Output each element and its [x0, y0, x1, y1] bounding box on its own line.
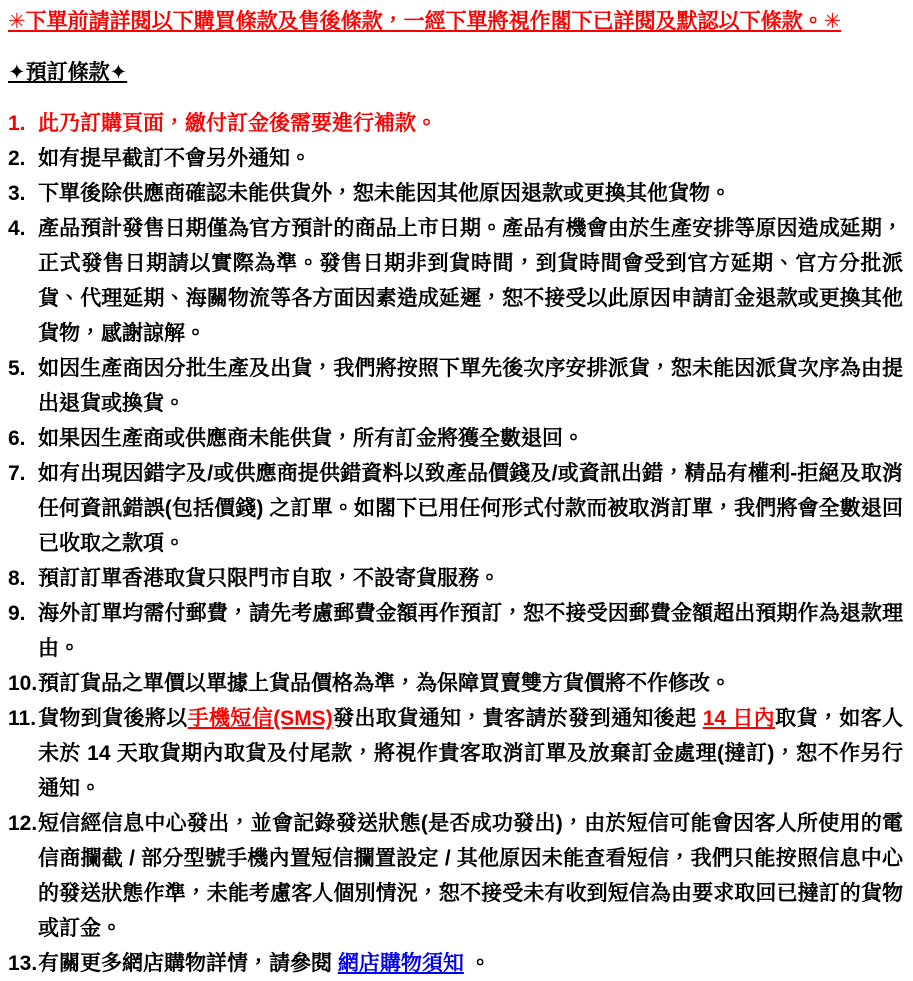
- term-text: [38, 211, 903, 351]
- term-text: [38, 141, 903, 176]
- term-item-8: [8, 561, 903, 596]
- terms-list: [8, 106, 903, 981]
- term-item-1: [8, 106, 903, 141]
- term-text-segment: 有關更多網店購物詳情，請參閱: [38, 952, 338, 975]
- term-text: [38, 561, 903, 596]
- term-number: 6.: [8, 427, 26, 450]
- term-number: 8.: [8, 567, 26, 590]
- term-item-9: [8, 596, 903, 666]
- term-text: [38, 176, 903, 211]
- term-item-13: [8, 946, 903, 981]
- term-item-4: [8, 211, 903, 351]
- purchase-notice-heading: ✳下單前請詳閱以下購買條款及售後條款，一經下單將視作閣下已詳閱及默認以下條款。✳: [8, 10, 842, 33]
- term-text-segment: 預訂貨品之單價以單據上貨品價格為準，為保障買賣雙方貨價將不作修改。: [38, 672, 731, 695]
- term-number: 12.: [8, 812, 38, 835]
- term-item-3: [8, 176, 903, 211]
- term-text: [38, 806, 903, 946]
- term-text: [38, 106, 903, 141]
- term-number: 9.: [8, 602, 26, 625]
- term-text-segment: 發出取貨通知，貴客請於發到通知後起: [332, 707, 703, 730]
- term-text-segment: 海外訂單均需付郵費，請先考慮郵費金額再作預訂，恕不接受因郵費金額超出預期作為退款理由。: [38, 602, 903, 660]
- term-number: 3.: [8, 182, 26, 205]
- term-text-segment: 預訂訂單香港取貨只限門市自取，不設寄貨服務。: [38, 567, 500, 590]
- term-text-segment: 此乃訂購頁面，繳付訂金後需要進行補款。: [38, 112, 437, 135]
- sms-notice-emphasis: 手機短信(SMS): [187, 707, 333, 730]
- term-text: [38, 701, 903, 806]
- term-text: [38, 596, 903, 666]
- term-text-segment: 。: [463, 952, 491, 975]
- term-text: [38, 456, 903, 561]
- term-number: 5.: [8, 357, 26, 380]
- term-item-7: [8, 456, 903, 561]
- term-text: [38, 351, 903, 421]
- term-text-segment: 如果因生產商或供應商未能供貨，所有訂金將獲全數退回。: [38, 427, 584, 450]
- term-item-12: [8, 806, 903, 946]
- term-text-segment: 如有提早截訂不會另外通知。: [38, 147, 311, 170]
- term-number: 10.: [8, 672, 38, 695]
- term-item-11: [8, 701, 903, 806]
- term-text: [38, 946, 903, 981]
- term-item-2: [8, 141, 903, 176]
- term-item-5: [8, 351, 903, 421]
- term-item-6: [8, 421, 903, 456]
- term-text-segment: 產品預計發售日期僅為官方預計的商品上市日期。產品有機會由於生產安排等原因造成延期，正式發售日期請以實際為準。發售日期非到貨時間，到貨時間會受到官方延期、官方分批派貨、代理延期、海關物流等各方面因素造成延遲，恕不接受以此原因申請訂金退款或更換其他貨物，感謝諒解。: [38, 217, 903, 345]
- term-number: 1.: [8, 112, 26, 135]
- store-shopping-guide-link[interactable]: 網店購物須知: [337, 952, 464, 975]
- term-text-segment: 如有出現因錯字及/或供應商提供錯資料以致產品價錢及/或資訊出錯，精品有權利-拒絕及取消任何資訊錯誤(包括價錢) 之訂單。如閣下已用任何形式付款而被取消訂單，我們將會全數退回已收取之款項。: [38, 462, 903, 555]
- term-text: [38, 666, 903, 701]
- term-number: 2.: [8, 147, 26, 170]
- term-text-segment: 取貨，如客人未於 14 天取貨期內取貨及付尾款，將視作貴客取消訂單及放棄訂金處理(撻訂)，恕不作另行通知。: [38, 707, 903, 800]
- term-text-segment: 如因生產商因分批生產及出貨，我們將按照下單先後次序安排派貨，恕未能因派貨次序為由提出退貨或換貨。: [38, 357, 903, 415]
- term-number: 7.: [8, 462, 26, 485]
- term-text: [38, 421, 903, 456]
- term-text-segment: 下單後除供應商確認未能供貨外，恕未能因其他原因退款或更換其他貨物。: [38, 182, 731, 205]
- term-number: 4.: [8, 217, 26, 240]
- term-text-segment: 短信經信息中心發出，並會記錄發送狀態(是否成功發出)，由於短信可能會因客人所使用的電信商攔截 / 部分型號手機內置短信攔置設定 / 其他原因未能查看短信，我們只能按照信息中心的發送狀態作準，未能考慮客人個別情況，恕不接受未有收到短信為由要求取回已撻訂的貨物或訂金。: [38, 812, 903, 940]
- pickup-deadline-emphasis: 14 日內: [702, 707, 776, 730]
- term-text-segment: 貨物到貨後將以: [38, 707, 188, 730]
- term-number: 13.: [8, 952, 38, 975]
- section-heading-preorder-terms: ✦預訂條款✦: [8, 61, 128, 84]
- term-item-10: [8, 666, 903, 701]
- term-number: 11.: [8, 707, 37, 730]
